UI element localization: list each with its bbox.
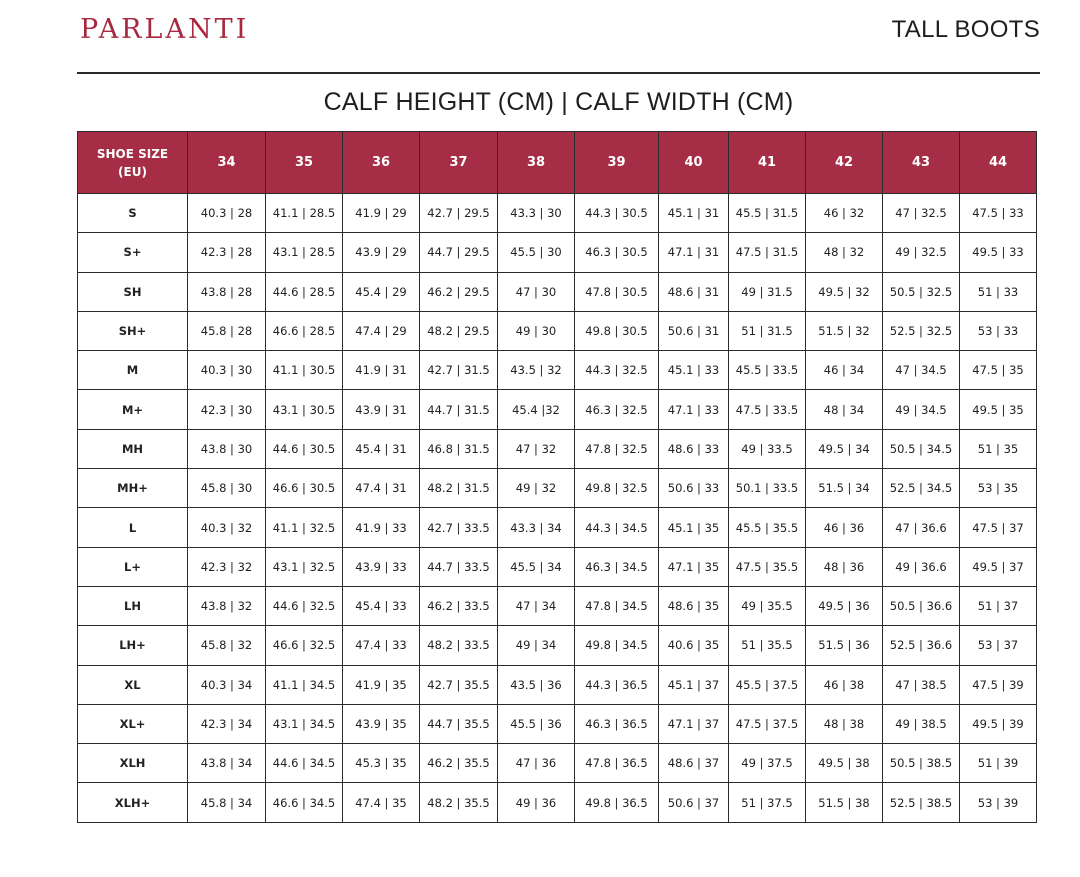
table-cell: 40.3 | 34 (188, 665, 266, 704)
table-cell: 43.5 | 32 (498, 351, 575, 390)
table-cell: 47.1 | 35 (659, 547, 729, 586)
table-cell: 47.5 | 31.5 (729, 233, 806, 272)
table-cell: 51 | 33 (960, 272, 1037, 311)
table-cell: 50.6 | 37 (659, 783, 729, 822)
table-cell: 51.5 | 38 (806, 783, 883, 822)
table-cell: 51 | 39 (960, 744, 1037, 783)
header-divider (77, 72, 1040, 74)
calf-size-label: MH (78, 429, 188, 468)
table-cell: 48 | 38 (806, 704, 883, 743)
table-cell: 42.7 | 29.5 (420, 194, 498, 233)
table-cell: 43.9 | 31 (343, 390, 420, 429)
table-cell: 43.1 | 30.5 (266, 390, 343, 429)
table-body (78, 194, 1037, 823)
table-cell: 47 | 34.5 (883, 351, 960, 390)
table-row (78, 586, 1037, 625)
table-cell: 45.5 | 31.5 (729, 194, 806, 233)
size-header-44: 44 (960, 132, 1037, 194)
table-cell: 40.6 | 35 (659, 626, 729, 665)
table-cell: 46.6 | 32.5 (266, 626, 343, 665)
table-cell: 40.3 | 30 (188, 351, 266, 390)
table-cell: 49.5 | 36 (806, 586, 883, 625)
table-cell: 44.3 | 34.5 (575, 508, 659, 547)
table-cell: 47.5 | 35 (960, 351, 1037, 390)
table-cell: 41.1 | 30.5 (266, 351, 343, 390)
table-cell: 42.7 | 35.5 (420, 665, 498, 704)
table-cell: 48 | 32 (806, 233, 883, 272)
table-cell: 44.6 | 34.5 (266, 744, 343, 783)
table-cell: 48.6 | 37 (659, 744, 729, 783)
table-cell: 46.6 | 28.5 (266, 311, 343, 350)
table-cell: 48.2 | 33.5 (420, 626, 498, 665)
table-cell: 47.1 | 33 (659, 390, 729, 429)
table-cell: 50.5 | 32.5 (883, 272, 960, 311)
calf-size-label: S+ (78, 233, 188, 272)
calf-size-label: SH (78, 272, 188, 311)
table-cell: 40.3 | 28 (188, 194, 266, 233)
table-cell: 43.1 | 34.5 (266, 704, 343, 743)
table-cell: 51.5 | 36 (806, 626, 883, 665)
table-cell: 47.5 | 39 (960, 665, 1037, 704)
table-row (78, 626, 1037, 665)
table-cell: 49.5 | 35 (960, 390, 1037, 429)
table-cell: 49 | 30 (498, 311, 575, 350)
table-cell: 41.9 | 31 (343, 351, 420, 390)
table-cell: 42.3 | 32 (188, 547, 266, 586)
table-cell: 49 | 37.5 (729, 744, 806, 783)
table-cell: 46 | 36 (806, 508, 883, 547)
calf-size-label: S (78, 194, 188, 233)
calf-size-label: SH+ (78, 311, 188, 350)
table-row (78, 351, 1037, 390)
table-cell: 48.6 | 35 (659, 586, 729, 625)
table-row (78, 311, 1037, 350)
table-cell: 45.8 | 32 (188, 626, 266, 665)
calf-size-label: LH+ (78, 626, 188, 665)
table-row (78, 744, 1037, 783)
table-cell: 48 | 34 (806, 390, 883, 429)
table-cell: 47.4 | 29 (343, 311, 420, 350)
table-cell: 46.2 | 33.5 (420, 586, 498, 625)
table-cell: 45.8 | 34 (188, 783, 266, 822)
table-cell: 53 | 39 (960, 783, 1037, 822)
table-cell: 41.1 | 34.5 (266, 665, 343, 704)
table-cell: 43.9 | 35 (343, 704, 420, 743)
table-cell: 44.7 | 29.5 (420, 233, 498, 272)
table-cell: 48 | 36 (806, 547, 883, 586)
table-cell: 49 | 36 (498, 783, 575, 822)
table-cell: 46.6 | 34.5 (266, 783, 343, 822)
table-cell: 49.5 | 34 (806, 429, 883, 468)
table-cell: 51 | 31.5 (729, 311, 806, 350)
table-cell: 46.3 | 34.5 (575, 547, 659, 586)
table-cell: 50.6 | 33 (659, 469, 729, 508)
table-cell: 43.8 | 28 (188, 272, 266, 311)
table-cell: 43.9 | 33 (343, 547, 420, 586)
table-cell: 51 | 37.5 (729, 783, 806, 822)
table-cell: 51 | 35.5 (729, 626, 806, 665)
table-cell: 47.5 | 37.5 (729, 704, 806, 743)
table-cell: 53 | 37 (960, 626, 1037, 665)
table-cell: 46.3 | 30.5 (575, 233, 659, 272)
size-header-40: 40 (659, 132, 729, 194)
table-cell: 43.8 | 30 (188, 429, 266, 468)
table-cell: 45.1 | 33 (659, 351, 729, 390)
table-cell: 49 | 32 (498, 469, 575, 508)
shoe-size-header-line2: (EU) (118, 164, 147, 179)
table-cell: 50.5 | 38.5 (883, 744, 960, 783)
table-row (78, 429, 1037, 468)
calf-size-label: M+ (78, 390, 188, 429)
shoe-size-header (78, 132, 188, 194)
calf-size-label: L+ (78, 547, 188, 586)
table-cell: 51.5 | 32 (806, 311, 883, 350)
table-cell: 42.3 | 34 (188, 704, 266, 743)
table-cell: 49.5 | 37 (960, 547, 1037, 586)
table-header-row (78, 132, 1037, 194)
table-cell: 44.6 | 32.5 (266, 586, 343, 625)
table-cell: 44.3 | 36.5 (575, 665, 659, 704)
table-cell: 48.6 | 31 (659, 272, 729, 311)
brand-logo: PARLANTI (80, 14, 250, 45)
size-header-38: 38 (498, 132, 575, 194)
table-cell: 49 | 35.5 (729, 586, 806, 625)
table-cell: 51 | 37 (960, 586, 1037, 625)
table-cell: 44.6 | 28.5 (266, 272, 343, 311)
table-cell: 47.4 | 33 (343, 626, 420, 665)
table-cell: 43.8 | 32 (188, 586, 266, 625)
table-cell: 47 | 30 (498, 272, 575, 311)
page-title: TALL BOOTS (891, 16, 1040, 43)
size-header-42: 42 (806, 132, 883, 194)
table-cell: 48.2 | 35.5 (420, 783, 498, 822)
table-cell: 41.9 | 29 (343, 194, 420, 233)
table-cell: 49.8 | 30.5 (575, 311, 659, 350)
table-cell: 45.1 | 35 (659, 508, 729, 547)
table-cell: 47 | 32.5 (883, 194, 960, 233)
table-cell: 44.3 | 30.5 (575, 194, 659, 233)
table-cell: 45.5 | 30 (498, 233, 575, 272)
table-cell: 47.8 | 32.5 (575, 429, 659, 468)
table-cell: 46.3 | 36.5 (575, 704, 659, 743)
table-cell: 46.2 | 29.5 (420, 272, 498, 311)
table-cell: 47.5 | 33 (960, 194, 1037, 233)
table-cell: 41.9 | 33 (343, 508, 420, 547)
table-cell: 49 | 34.5 (883, 390, 960, 429)
table-cell: 46 | 34 (806, 351, 883, 390)
table-cell: 45.5 | 37.5 (729, 665, 806, 704)
table-cell: 42.3 | 30 (188, 390, 266, 429)
table-row (78, 508, 1037, 547)
table-cell: 47.8 | 30.5 (575, 272, 659, 311)
table-cell: 47.5 | 35.5 (729, 547, 806, 586)
table-cell: 45.5 | 35.5 (729, 508, 806, 547)
table-cell: 43.1 | 32.5 (266, 547, 343, 586)
table-cell: 44.7 | 35.5 (420, 704, 498, 743)
size-header-43: 43 (883, 132, 960, 194)
table-cell: 43.3 | 34 (498, 508, 575, 547)
size-header-37: 37 (420, 132, 498, 194)
table-cell: 48.2 | 29.5 (420, 311, 498, 350)
table-cell: 47.4 | 35 (343, 783, 420, 822)
table-cell: 48.6 | 33 (659, 429, 729, 468)
table-cell: 49.8 | 36.5 (575, 783, 659, 822)
calf-size-label: XLH+ (78, 783, 188, 822)
table-cell: 49.8 | 32.5 (575, 469, 659, 508)
table-cell: 47 | 36.6 (883, 508, 960, 547)
table-cell: 43.1 | 28.5 (266, 233, 343, 272)
table-cell: 47.5 | 33.5 (729, 390, 806, 429)
table-row (78, 272, 1037, 311)
table-cell: 49 | 34 (498, 626, 575, 665)
table-cell: 45.5 | 36 (498, 704, 575, 743)
table-cell: 43.9 | 29 (343, 233, 420, 272)
table-cell: 42.7 | 31.5 (420, 351, 498, 390)
size-chart-table (77, 131, 1037, 823)
table-cell: 47 | 36 (498, 744, 575, 783)
table-cell: 46 | 38 (806, 665, 883, 704)
table-cell: 44.3 | 32.5 (575, 351, 659, 390)
table-cell: 49.5 | 33 (960, 233, 1037, 272)
table-cell: 47.8 | 34.5 (575, 586, 659, 625)
table-cell: 44.7 | 33.5 (420, 547, 498, 586)
table-cell: 49 | 33.5 (729, 429, 806, 468)
table-cell: 51.5 | 34 (806, 469, 883, 508)
table-cell: 53 | 33 (960, 311, 1037, 350)
table-cell: 45.4 |32 (498, 390, 575, 429)
table-cell: 47.5 | 37 (960, 508, 1037, 547)
table-cell: 47.4 | 31 (343, 469, 420, 508)
table-cell: 45.1 | 37 (659, 665, 729, 704)
calf-size-label: XL (78, 665, 188, 704)
table-row (78, 547, 1037, 586)
table-cell: 50.6 | 31 (659, 311, 729, 350)
table-cell: 49.5 | 39 (960, 704, 1037, 743)
table-cell: 50.1 | 33.5 (729, 469, 806, 508)
table-cell: 50.5 | 36.6 (883, 586, 960, 625)
table-cell: 47.1 | 37 (659, 704, 729, 743)
size-header-34: 34 (188, 132, 266, 194)
size-header-35: 35 (266, 132, 343, 194)
table-cell: 52.5 | 38.5 (883, 783, 960, 822)
table-row (78, 783, 1037, 822)
table-cell: 41.1 | 32.5 (266, 508, 343, 547)
table-cell: 45.1 | 31 (659, 194, 729, 233)
table-cell: 43.5 | 36 (498, 665, 575, 704)
table-cell: 44.7 | 31.5 (420, 390, 498, 429)
size-header-41: 41 (729, 132, 806, 194)
table-cell: 43.3 | 30 (498, 194, 575, 233)
table-cell: 45.3 | 35 (343, 744, 420, 783)
table-cell: 42.7 | 33.5 (420, 508, 498, 547)
table-cell: 44.6 | 30.5 (266, 429, 343, 468)
size-header-39: 39 (575, 132, 659, 194)
table-cell: 52.5 | 32.5 (883, 311, 960, 350)
table-row (78, 469, 1037, 508)
table-cell: 47 | 34 (498, 586, 575, 625)
table-cell: 41.9 | 35 (343, 665, 420, 704)
shoe-size-header-line1: SHOE SIZE (96, 146, 169, 161)
table-row (78, 194, 1037, 233)
table-cell: 49.5 | 32 (806, 272, 883, 311)
table-cell: 45.5 | 33.5 (729, 351, 806, 390)
table-cell: 42.3 | 28 (188, 233, 266, 272)
table-cell: 41.1 | 28.5 (266, 194, 343, 233)
table-cell: 52.5 | 34.5 (883, 469, 960, 508)
table-cell: 48.2 | 31.5 (420, 469, 498, 508)
table-cell: 45.5 | 34 (498, 547, 575, 586)
table-cell: 46.2 | 35.5 (420, 744, 498, 783)
table-cell: 40.3 | 32 (188, 508, 266, 547)
table-cell: 45.8 | 30 (188, 469, 266, 508)
table-cell: 49 | 36.6 (883, 547, 960, 586)
calf-size-label: L (78, 508, 188, 547)
table-cell: 47.8 | 36.5 (575, 744, 659, 783)
table-cell: 46 | 32 (806, 194, 883, 233)
calf-size-label: MH+ (78, 469, 188, 508)
table-cell: 46.6 | 30.5 (266, 469, 343, 508)
table-cell: 52.5 | 36.6 (883, 626, 960, 665)
table-cell: 45.4 | 31 (343, 429, 420, 468)
size-header-36: 36 (343, 132, 420, 194)
table-cell: 47.1 | 31 (659, 233, 729, 272)
table-cell: 49 | 31.5 (729, 272, 806, 311)
table-cell: 49.5 | 38 (806, 744, 883, 783)
calf-size-label: XL+ (78, 704, 188, 743)
table-cell: 51 | 35 (960, 429, 1037, 468)
table-cell: 46.3 | 32.5 (575, 390, 659, 429)
table-row (78, 704, 1037, 743)
table-cell: 53 | 35 (960, 469, 1037, 508)
table-cell: 47 | 32 (498, 429, 575, 468)
table-cell: 49 | 32.5 (883, 233, 960, 272)
table-cell: 45.4 | 29 (343, 272, 420, 311)
calf-size-label: M (78, 351, 188, 390)
table-heading: CALF HEIGHT (CM) | CALF WIDTH (CM) (323, 88, 794, 116)
table-cell: 43.8 | 34 (188, 744, 266, 783)
table-cell: 46.8 | 31.5 (420, 429, 498, 468)
table-row (78, 665, 1037, 704)
table-cell: 45.8 | 28 (188, 311, 266, 350)
table-cell: 45.4 | 33 (343, 586, 420, 625)
calf-size-label: LH (78, 586, 188, 625)
table-cell: 50.5 | 34.5 (883, 429, 960, 468)
calf-size-label: XLH (78, 744, 188, 783)
table-cell: 47 | 38.5 (883, 665, 960, 704)
table-row (78, 390, 1037, 429)
table-cell: 49.8 | 34.5 (575, 626, 659, 665)
table-row (78, 233, 1037, 272)
table-cell: 49 | 38.5 (883, 704, 960, 743)
